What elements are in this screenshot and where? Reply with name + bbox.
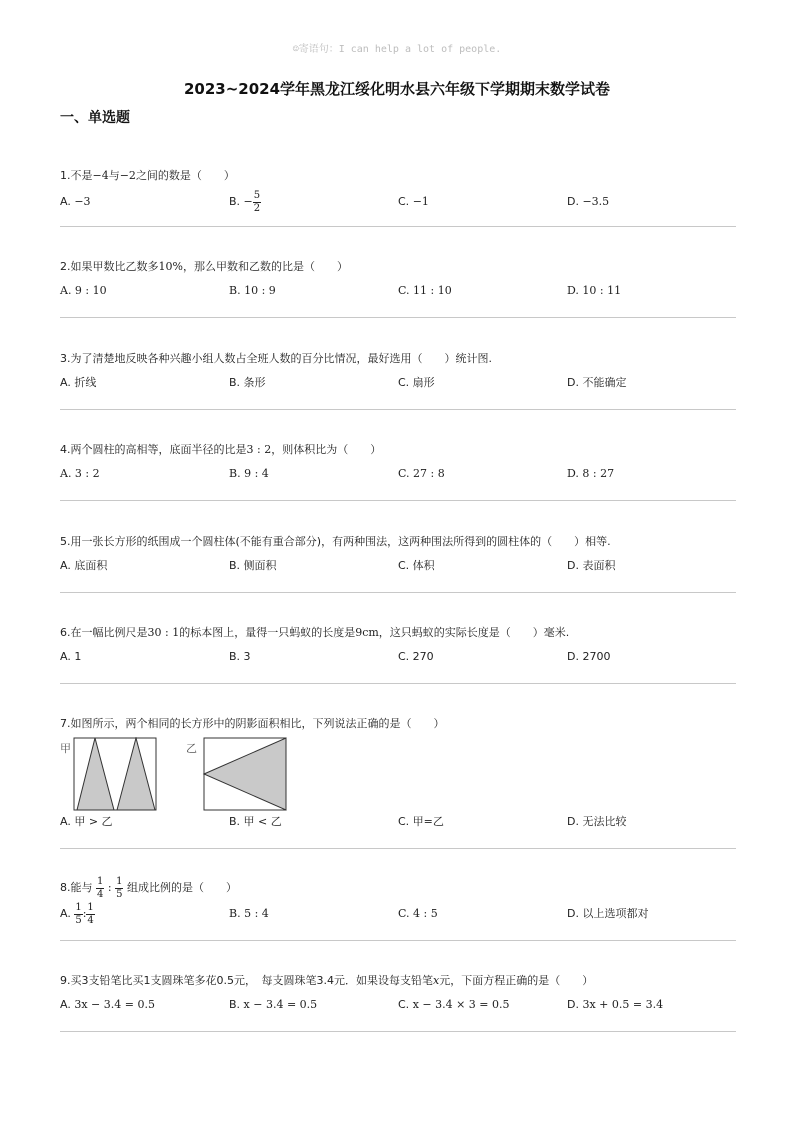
q2-option-b[interactable]: B. 10 : 9 [229, 284, 276, 297]
q3-option-a[interactable]: A. 折线 [60, 376, 97, 389]
question-7-options [60, 811, 736, 833]
divider [60, 500, 736, 501]
q2-option-d[interactable]: D. 10 : 11 [567, 284, 622, 297]
divider [60, 940, 736, 941]
q1-stem-post: 之间的数是（ ） [135, 169, 235, 182]
question-1-stem [60, 167, 736, 185]
divider [60, 1031, 736, 1032]
q9-option-c[interactable]: C. x − 3.4 × 3 = 0.5 [398, 998, 510, 1011]
question-6 [60, 624, 736, 668]
question-9-stem: 9.买3支铅笔比买1支圆珠笔多花0.5元， 每支圆珠笔3.4元．如果设每支铅笔x元，下面方程正确的是（ ） [60, 974, 594, 987]
q1-option-b-fraction: $\frac{5}{2}$ [253, 189, 261, 214]
q1-stem-mid: 与 [108, 169, 120, 182]
divider [60, 226, 736, 227]
question-7-stem: 7.如图所示，两个相同的长方形中的阴影面积相比，下列说法正确的是（ ） [60, 717, 445, 730]
divider [60, 409, 736, 410]
q5-option-a[interactable]: A. 底面积 [60, 559, 108, 572]
q1-stem-pre: 1.不是 [60, 169, 93, 182]
q7-option-b[interactable]: B. 甲 < 乙 [229, 815, 282, 828]
q3-option-c[interactable]: C. 扇形 [398, 376, 435, 389]
q7-option-a[interactable]: A. 甲 > 乙 [60, 815, 113, 828]
q4-option-a[interactable]: A. 3 : 2 [60, 467, 100, 480]
q6-option-d[interactable]: D. 2700 [567, 650, 611, 663]
question-4 [60, 441, 736, 485]
q8-option-d[interactable]: D. 以上选项都对 [567, 907, 649, 920]
q1-option-b[interactable]: B. − $\frac{5}{2}$ [229, 189, 261, 214]
question-5-stem: 5.用一张长方形的纸围成一个圆柱体(不能有重合部分)，有两种围法，这两种围法所得到的圆柱体的（ ）相等. [60, 535, 611, 548]
figure-label-yi: 乙 [186, 742, 197, 755]
q7-option-c[interactable]: C. 甲=乙 [398, 815, 444, 828]
q1-stem-a: −4 [92, 169, 109, 182]
q6-option-a[interactable]: A. 1 [60, 650, 82, 663]
question-8 [60, 875, 736, 927]
q5-option-c[interactable]: C. 体积 [398, 559, 435, 572]
q8-fraction-2: $\frac{1}{5}$ [116, 875, 123, 900]
q4-option-d[interactable]: D. 8 : 27 [567, 467, 615, 480]
q1-option-c[interactable]: C. −1 [398, 195, 429, 208]
q7-option-d[interactable]: D. 无法比较 [567, 815, 627, 828]
question-4-stem: 4.两个圆柱的高相等，底面半径的比是3 : 2，则体积比为（ ） [60, 443, 382, 456]
q8-option-a[interactable]: A. $\frac{1}{5}$ : $\frac{1}{4}$ [60, 901, 94, 926]
q8-option-b[interactable]: B. 5 : 4 [229, 907, 269, 920]
q7-figure [60, 737, 300, 813]
question-7 [60, 715, 736, 733]
q9-option-d[interactable]: D. 3x + 0.5 = 3.4 [567, 998, 664, 1011]
q2-option-a[interactable]: A. 9 : 10 [60, 284, 107, 297]
figure-label-jia: 甲 [60, 742, 71, 755]
watermark: ☺寄语句：I can help a lot of people. [292, 44, 502, 55]
question-5 [60, 533, 736, 577]
q8-option-c[interactable]: C. 4 : 5 [398, 907, 438, 920]
q6-option-b[interactable]: B. 3 [229, 650, 251, 663]
question-1 [60, 167, 736, 215]
divider [60, 317, 736, 318]
question-2-stem: 2.如果甲数比乙数多10%，那么甲数和乙数的比是（ ） [60, 260, 348, 273]
q1-option-d[interactable]: D. −3.5 [567, 195, 610, 208]
q2-option-c[interactable]: C. 11 : 10 [398, 284, 452, 297]
q4-option-c[interactable]: C. 27 : 8 [398, 467, 445, 480]
divider [60, 683, 736, 684]
q1-stem-b: −2 [119, 169, 136, 182]
divider [60, 592, 736, 593]
q1-option-a[interactable]: A. −3 [60, 195, 91, 208]
q6-option-c[interactable]: C. 270 [398, 650, 434, 663]
question-8-stem: 8.能与 $\frac{1}{4}$ : $\frac{1}{5}$ 组成比例的是（ ） [60, 875, 237, 900]
divider [60, 848, 736, 849]
question-6-stem: 6.在一幅比例尺是30 : 1的标本图上，量得一只蚂蚁的长度是9cm，这只蚂蚁的实际长度是（ ）毫米. [60, 626, 570, 639]
q4-option-b[interactable]: B. 9 : 4 [229, 467, 269, 480]
question-3-stem: 3.为了清楚地反映各种兴趣小组人数占全班人数的百分比情况，最好选用（ ）统计图. [60, 352, 492, 365]
q8-fraction-1: $\frac{1}{4}$ [97, 875, 104, 900]
exam-title: 2023~2024学年黑龙江绥化明水县六年级下学期期末数学试卷 [183, 80, 611, 98]
q9-option-a[interactable]: A. 3x − 3.4 = 0.5 [60, 998, 155, 1011]
question-3 [60, 350, 736, 394]
q3-option-d[interactable]: D. 不能确定 [567, 376, 627, 389]
q3-option-b[interactable]: B. 条形 [229, 376, 266, 389]
question-2 [60, 258, 736, 302]
question-9 [60, 972, 736, 1016]
q5-option-d[interactable]: D. 表面积 [567, 559, 616, 572]
section-title: 一、单选题 [60, 110, 130, 126]
q9-option-b[interactable]: B. x − 3.4 = 0.5 [229, 998, 318, 1011]
q5-option-b[interactable]: B. 侧面积 [229, 559, 277, 572]
